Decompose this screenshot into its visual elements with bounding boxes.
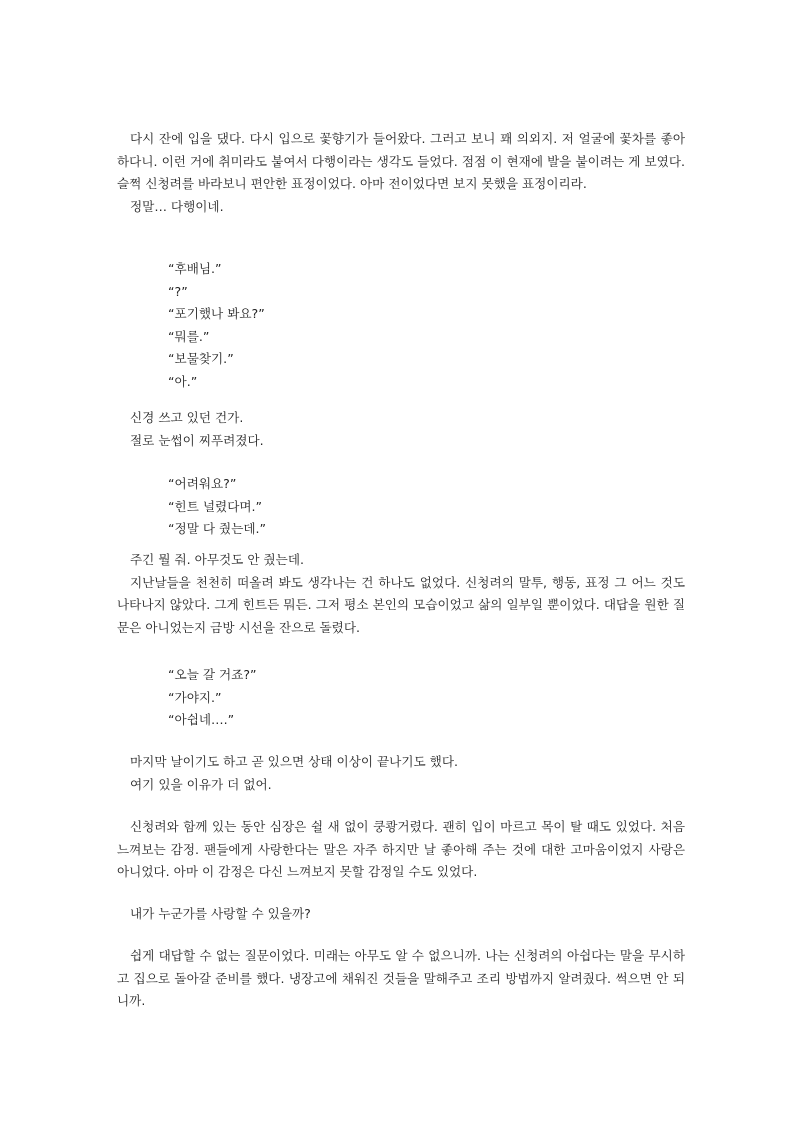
dialogue-line: “어려워요?”: [168, 476, 237, 491]
dialogue-line: “가야지.”: [168, 689, 222, 705]
paragraph-4: 절로 눈썹이 찌푸려졌다.: [130, 432, 264, 448]
paragraph-7: 마지막 날이기도 하고 곧 있으면 상태 이상이 끝나기도 했다.: [130, 754, 459, 769]
dialogue-line: “?”: [168, 283, 188, 299]
paragraph-7-block: [117, 751, 685, 796]
paragraph-1-block: [117, 128, 685, 218]
paragraph-1: 다시 잔에 입을 댔다. 다시 입으로 꽃향기가 들어왔다. 그러고 보니 꽤 의외지. 저 얼굴에 꽃차를 좋아하다니. 이런 거에 취미라도 붙여서 다행이라는 생각도 들었다. 점점 이 현재에 발을 붙이려는 게 보였다. 슬쩍 신청려를 바라보니 편안한 표정이었다. 아마 전이었다면 보지 못했을 표정이리라.: [117, 131, 685, 191]
dialogue-line: “뭐를.”: [168, 328, 210, 344]
dialogue-line: “후배님.”: [168, 261, 222, 276]
dialogue-line: “아.”: [168, 373, 198, 389]
dialogue-line: “보물찾기.”: [168, 351, 234, 366]
paragraph-10-block: [117, 903, 685, 926]
paragraph-5-block: [117, 549, 685, 639]
paragraph-8: 여기 있을 이유가 더 없어.: [130, 776, 272, 792]
paragraph-3-block: [117, 407, 685, 452]
paragraph-5: 주긴 뭘 줘. 아무것도 안 줬는데.: [130, 552, 305, 567]
paragraph-9-block: [117, 816, 685, 884]
paragraph-9: 신청려와 함께 있는 동안 심장은 쉴 새 없이 쿵쾅거렸다. 괜히 입이 마르고 목이 탈 때도 있었다. 처음 느껴보는 감정. 팬들에게 사랑한다는 말은 자주 하지만 날 좋아해 주는 것에 대한 고마움이었지 사랑은 아니었다. 아마 이 감정은 다신 느껴보지 못할 감정일 수도 있었다.: [117, 819, 685, 879]
dialogue-line: “포기했나 봐요?”: [168, 306, 265, 321]
dialogue-block-1: [168, 258, 668, 393]
dialogue-line: “정말 다 줬는데.”: [168, 521, 267, 536]
paragraph-2: 정말… 다행이네.: [130, 198, 224, 214]
paragraph-10: 내가 누군가를 사랑할 수 있을까?: [130, 906, 311, 921]
paragraph-6: 지난날들을 천천히 떠올려 봐도 생각나는 건 하나도 없었다. 신청려의 말투, 행동, 표정 그 어느 것도 나타나지 않았다. 그게 힌트든 뭐든. 그저 평소 본인의 모습이었고 삶의 일부일 뿐이었다. 대답을 원한 질문은 아니었는지 금방 시선을 잔으로 돌렸다.: [117, 574, 685, 635]
dialogue-line: “힌트 널렸다며.”: [168, 498, 263, 514]
dialogue-block-3: [168, 664, 668, 732]
dialogue-line: “오늘 갈 거죠?”: [168, 667, 257, 682]
dialogue-block-2: [168, 473, 668, 541]
paragraph-11: 쉽게 대답할 수 없는 질문이었다. 미래는 아무도 알 수 없으니까. 나는 신청려의 아쉽다는 말을 무시하고 집으로 돌아갈 준비를 했다. 냉장고에 채워진 것들을 말해주고 조리 방법까지 알려줬다. 썩으면 안 되니까.: [117, 948, 685, 1008]
paragraph-11-block: [117, 945, 685, 1013]
dialogue-line: “아쉽네….”: [168, 712, 235, 727]
paragraph-3: 신경 쓰고 있던 건가.: [130, 410, 244, 425]
